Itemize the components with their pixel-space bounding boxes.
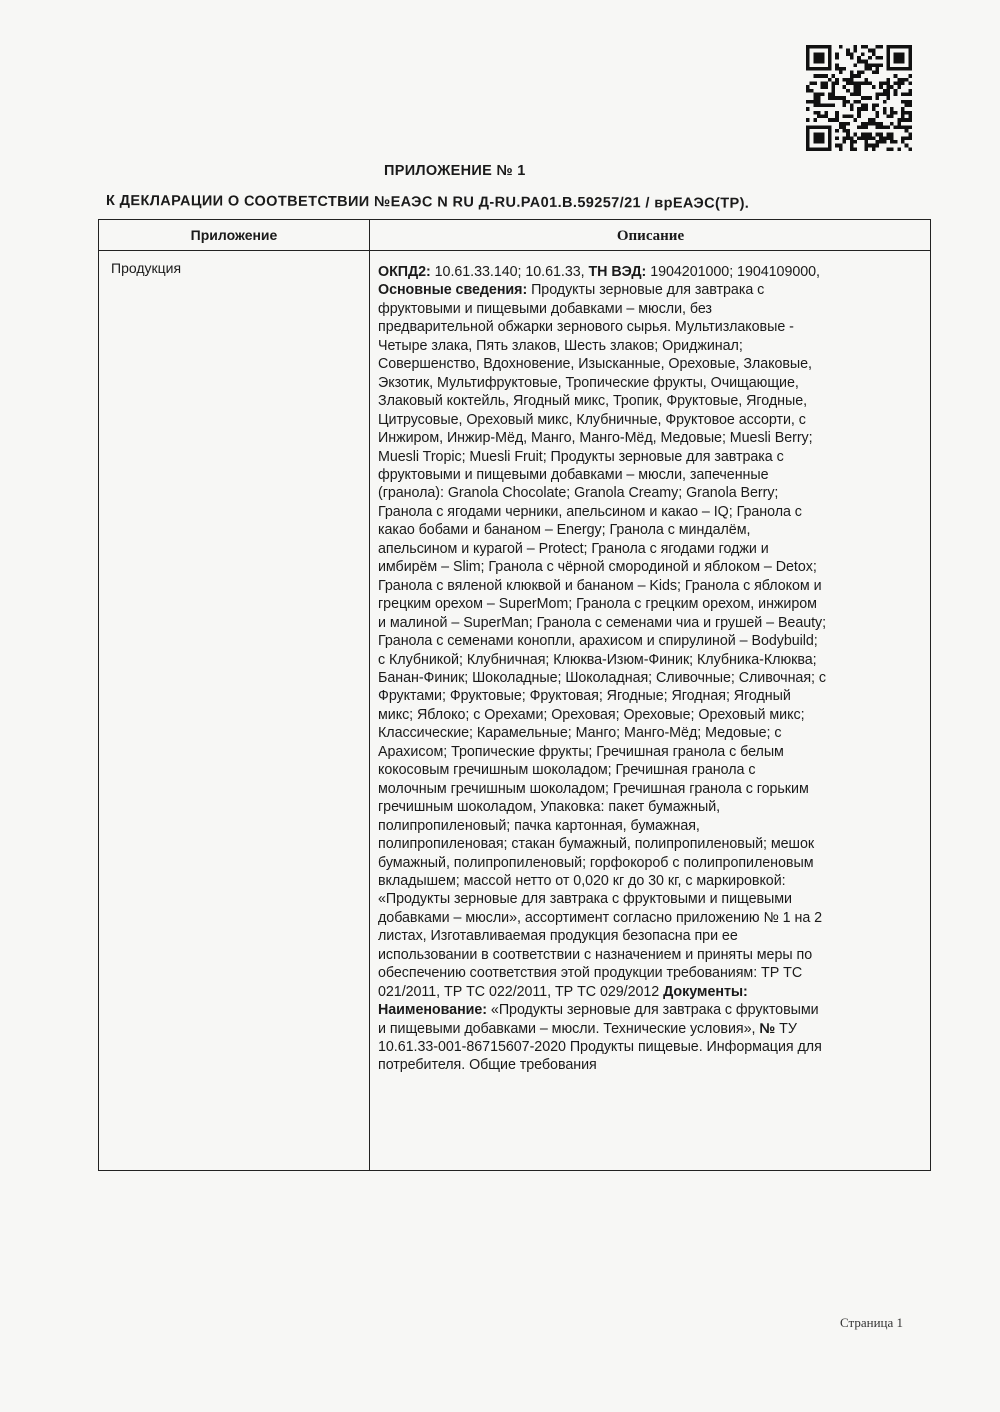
column-header-appendix: Приложение xyxy=(190,227,278,243)
tnved-value: 1904201000; 1904109000, xyxy=(650,264,820,280)
column-header-description: Описание xyxy=(616,228,685,244)
okpd-value: 10.61.33.140; 10.61.33, xyxy=(430,264,589,280)
name-label: Наименование: xyxy=(378,1002,487,1019)
okpd-label: ОКПД2: xyxy=(378,264,431,280)
documents-label: Документы: xyxy=(663,983,748,1000)
main-info-label: Основные сведения: xyxy=(378,282,528,299)
page-title: ПРИЛОЖЕНИЕ № 1 xyxy=(384,163,526,179)
page-number: Страница 1 xyxy=(840,1315,904,1330)
appendix-table xyxy=(98,219,931,1171)
main-info-text: Продукты зерновые для завтрака с фруктовыми и пищевыми добавками – мюсли, без предварительной обжарки зернового сырья. Мультизлаковые - Четыре злака, Пять злаков, Шесть злаков; Ориджинал; Совершенство, Вдохновение, Изысканные, Ореховые, Злаковые, Экзотик, Мультифруктовые, Тропические фрукты, Очищающие, Злаковый коктейль, Ягодный микс, Тропик, Фруктовые, Ягодные, Цитрусовые, Ореховый микс, Клубничные, Фруктовое ассорти, с Инжиром, Инжир-Мёд, Манго, Манго-Мёд, Медовые; Muesli Berry; Muesli Tropic; Muesli Fruit; Продукты зерновые для завтрака с фруктовыми и пищевыми добавками – мюсли, запеченные (гранола): Granola Chocolate; Granola Creamy; Granola Berry; Гранола с ягодами черники, апельсином и какао – IQ; Гранола с какао бобами и бананом – Energy; Гранола с миндалём, апельсином и курагой – Protect; Гранола с ягодами годжи и имбирём – Slim; Гранола с чёрной смородиной и яблоком – Detox; Гранола с вяленой клюквой и бананом – Kids; Гранола с яблоком и грецким орехом – SuperMom; Гранола с грецким орехом, инжиром и малиной – SuperMan; Гранола с семенами чиа и грушей – Beauty; Гранола с семенами конопли, арахисом и спирулиной – Bodybuild; с Клубникой; Клубничная; Клюква-Изюм-Финик; Клубника-Клюква; Банан-Финик; Шоколадные; Шоколадная; Сливочные; Сливочная; с Фруктами; Фруктовые; Фруктовая; Ягодные; Ягодная; Ягодный микс; Яблоко; с Орехами; Ореховая; Ореховые; Ореховый микс; Классические; Карамельные; Манго; Манго-Мёд; Медовые; с Арахисом; Тропические фрукты; Гречишная гранола с белым кокосовым гречишным шоколадом; Гречишная гранола с молочным гречишным шоколадом; Гречишная гранола с горьким гречишным шоколадом, Упаковка: пакет бумажный, полипропиленовый; пачка картонная, бумажная, полипропиленовая; стакан бумажный, полипропиленовый; мешок бумажный, полипропиленовый; горфокороб с полипропиленовым вкладышем; массой нетто от 0,020 кг до 30 кг, с маркировкой: «Продукты зерновые для завтрака с фруктовыми и пищевыми добавками – мюсли», ассортимент согласно приложению № 1 на 2 листах, Изготавливаемая продукция безопасна при ее использовании в соответствии с назначением и приняты меры по обеспечению соответствия этой продукции требованиям: ТР ТС 021/2011, ТР ТС 022/2011, ТР ТС 029/2012 xyxy=(378,282,827,1000)
page-subtitle: К ДЕКЛАРАЦИИ О СООТВЕТСТВИИ №ЕАЭС N RU Д-RU.PA01.B.59257/21 / врЕАЭС(ТР). xyxy=(105,193,750,212)
qr-code-icon xyxy=(806,44,912,152)
row-label-product: Продукция xyxy=(111,260,182,276)
tnved-label: ТН ВЭД: xyxy=(588,264,647,280)
tu-number-label: № xyxy=(759,1020,776,1037)
tu-text: ТУ 10.61.33-001-86715607-2020 Продукты пищевые. Информация для потребителя. Общие требования xyxy=(378,1020,822,1074)
column-divider xyxy=(369,220,370,1170)
header-divider xyxy=(99,250,930,251)
product-description xyxy=(378,263,928,1075)
name-text: «Продукты зерновые для завтрака с фруктовыми и пищевыми добавками – мюсли. Технические условия», xyxy=(378,1002,819,1037)
